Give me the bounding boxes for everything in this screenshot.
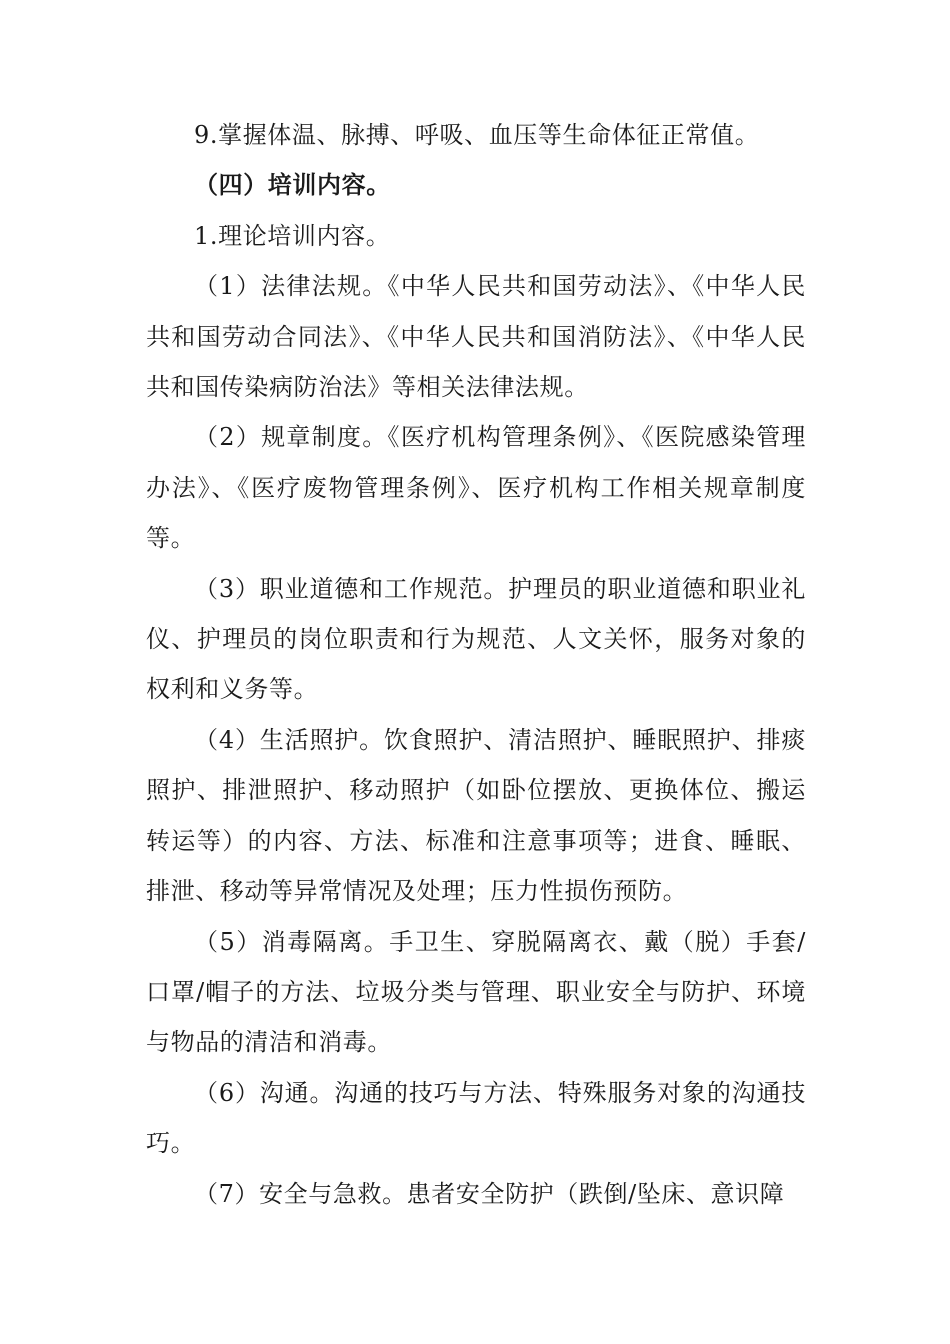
paragraph-laws-regulations: （1）法律法规。《中华人民共和国劳动法》、《中华人民共和国劳动合同法》、《中华人民共和国消防法》、《中华人民共和国传染病防治法》等相关法律法规。 bbox=[146, 272, 806, 402]
paragraph-rules-systems: （2）规章制度。《医疗机构管理条例》、《医院感染管理办法》、《医疗废物管理条例》、医疗机构工作相关规章制度等。 bbox=[146, 423, 806, 553]
paragraph-professional-ethics: （3）职业道德和工作规范。护理员的职业道德和职业礼仪、护理员的岗位职责和行为规范、人文关怀，服务对象的权利和义务等。 bbox=[146, 574, 806, 704]
subheading-theory-training: 1.理论培训内容。 bbox=[194, 221, 391, 250]
document-body bbox=[146, 110, 806, 1219]
paragraph-vital-signs: 9.掌握体温、脉搏、呼吸、血压等生命体征正常值。 bbox=[194, 121, 760, 149]
paragraph-life-care: （4）生活照护。饮食照护、清洁照护、睡眠照护、排痰照护、排泄照护、移动照护（如卧位摆放、更换体位、搬运转运等）的内容、方法、标准和注意事项等；进食、睡眠、排泄、移动等异常情况及处理；压力性损伤预防。 bbox=[146, 725, 806, 906]
paragraph-communication: （6）沟通。沟通的技巧与方法、特殊服务对象的沟通技巧。 bbox=[146, 1078, 806, 1158]
paragraph-disinfection-isolation: （5）消毒隔离。手卫生、穿脱隔离衣、戴（脱）手套/口罩/帽子的方法、垃圾分类与管理、职业安全与防护、环境与物品的清洁和消毒。 bbox=[146, 927, 806, 1057]
paragraph-safety-first-aid: （7）安全与急救。患者安全防护（跌倒/坠床、意识障 bbox=[194, 1179, 785, 1208]
section-heading-training-content: （四）培训内容。 bbox=[194, 170, 391, 200]
